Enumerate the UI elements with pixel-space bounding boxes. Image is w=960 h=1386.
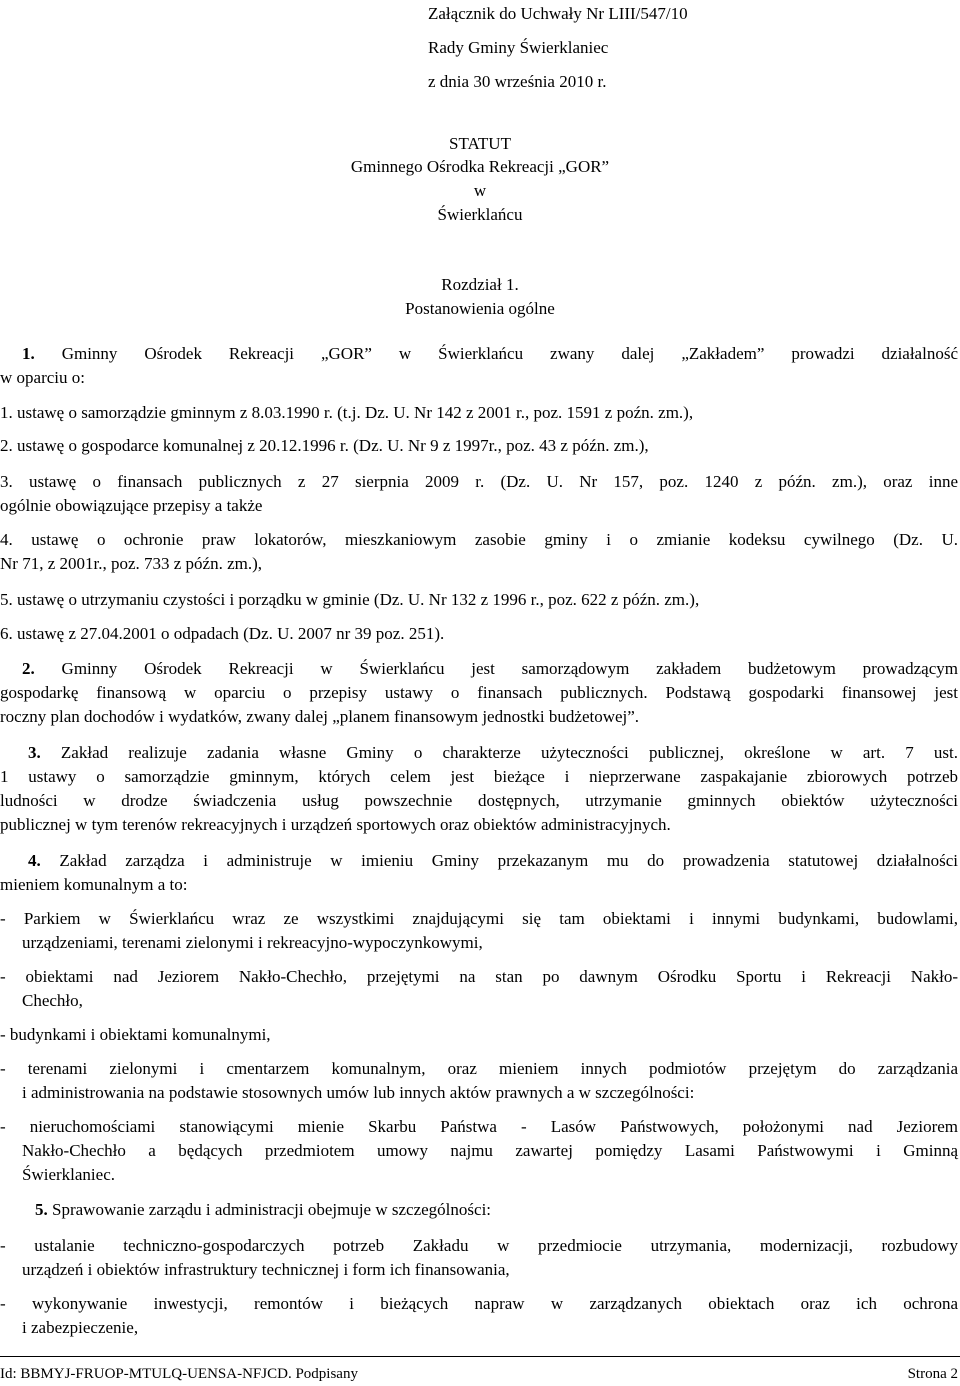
sec4-dash-4-cont: i administrowania na podstawie stosownych umów lub innych aktów prawnych a w szczególności: xyxy=(22,1083,695,1102)
sec2-line-3: roczny plan dochodów i wydatków, zwany dalej „planem finansowym jednostki budżetowej”. xyxy=(0,707,640,726)
footer-page-number: Strona 2 xyxy=(907,1366,958,1382)
sec5-dash-2: - wykonywanie inwestycji, remontów i bieżących napraw w zarządzanych obiektach oraz ich ochrona xyxy=(0,1294,958,1313)
title-place: Świerklańcu xyxy=(437,205,523,224)
sec1-item-2: 2. ustawę o gospodarce komunalnej z 20.12.1996 r. (Dz. U. Nr 9 z 1997r., poz. 43 z późn. zm.), xyxy=(0,436,649,455)
sec3-line-2: 1 ustawy o samorządzie gminnym, których celem jest bieżące i nieprzerwane zaspakajanie zbiorowych potrzeb xyxy=(0,767,958,786)
sec4-dash-5-cont: Nakło-Chechło a będących przedmiotem umowy najmu zawartej pomiędzy Lasami Państwowymi i Gminną xyxy=(22,1141,958,1160)
sec1-item-1: 1. ustawę o samorządzie gminnym z 8.03.1990 r. (t.j. Dz. U. Nr 142 z 2001 r., poz. 1591 z poźn. zm.), xyxy=(0,403,694,422)
sec5-dash-1-cont: urządzeń i obiektów infrastruktury technicznej i form ich finansowania, xyxy=(22,1260,510,1279)
chapter-number: Rozdział 1. xyxy=(441,275,519,294)
chapter-name: Postanowienia ogólne xyxy=(405,299,555,318)
sec4-dash-5-cont-2: Świerklaniec. xyxy=(22,1165,115,1184)
title-w: w xyxy=(473,181,487,200)
title-name: Gminnego Ośrodka Rekreacji „GOR” xyxy=(350,157,610,176)
title-statut: STATUT xyxy=(449,134,511,153)
sec2-line-2: gospodarkę finansową w oparciu o przepisy ustawy o finansach publicznych. Podstawą gospodarki finansowej jest xyxy=(0,683,958,702)
footer-divider xyxy=(0,1356,960,1357)
sec1-line-2: w oparciu o: xyxy=(0,368,85,387)
sec1-item-4: 4. ustawę o ochronie praw lokatorów, mieszkaniowym zasobie gminy i o zmianie kodeksu cywilnego (Dz. U. xyxy=(0,530,958,549)
sec1-line-1: 1. Gminny Ośrodek Rekreacji „GOR” w Świerklańcu zwany dalej „Zakładem” prowadzi działalność xyxy=(22,344,958,363)
sec3-line-1: 3. Zakład realizuje zadania własne Gminy o charakterze użyteczności publicznej, określone w art. 7 ust. xyxy=(28,743,958,762)
header-line-3: z dnia 30 września 2010 r. xyxy=(428,72,607,91)
sec4-dash-2-cont: Chechło, xyxy=(22,991,83,1010)
sec5-line-1: 5. Sprawowanie zarządu i administracji obejmuje w szczególności: xyxy=(35,1200,492,1219)
header-line-2: Rady Gminy Świerklaniec xyxy=(428,38,609,57)
sec4-dash-1: - Parkiem w Świerklańcu wraz ze wszystkimi znajdującymi się tam obiektami i innymi budynkami, budowlami, xyxy=(0,909,958,928)
sec4-line-1: 4. Zakład zarządza i administruje w imieniu Gminy przekazanym mu do prowadzenia statutowej działalności xyxy=(28,851,958,870)
sec4-dash-5: - nieruchomościami stanowiącymi mienie Skarbu Państwa - Lasów Państwowych, położonymi nad Jeziorem xyxy=(0,1117,958,1136)
sec1-item-3-cont: ogólnie obowiązujące przepisy a także xyxy=(0,496,263,515)
sec1-item-5: 5. ustawę o utrzymaniu czystości i porządku w gminie (Dz. U. Nr 132 z 1996 r., poz. 622 z późn. zm.), xyxy=(0,590,700,609)
sec5-dash-1: - ustalanie techniczno-gospodarczych potrzeb Zakładu w przedmiocie utrzymania, modernizacji, rozbudowy xyxy=(0,1236,958,1255)
sec1-item-6: 6. ustawę z 27.04.2001 o odpadach (Dz. U. 2007 nr 39 poz. 251). xyxy=(0,624,445,643)
sec4-dash-1-cont: urządzeniami, terenami zielonymi i rekreacyjno-wypoczynkowymi, xyxy=(22,933,483,952)
footer-id: Id: BBMYJ-FRUOP-MTULQ-UENSA-NFJCD. Podpisany xyxy=(0,1366,358,1382)
sec1-item-4-cont: Nr 71, z 2001r., poz. 733 z późn. zm.), xyxy=(0,554,263,573)
sec1-item-3: 3. ustawę o finansach publicznych z 27 sierpnia 2009 r. (Dz. U. Nr 157, poz. 1240 z późn. zm.), oraz inne xyxy=(0,472,958,491)
header-line-1: Załącznik do Uchwały Nr LIII/547/10 xyxy=(428,4,688,23)
sec4-dash-3: - budynkami i obiektami komunalnymi, xyxy=(0,1025,271,1044)
sec3-line-3: ludności w drodze świadczenia usług powszechnie dostępnych, utrzymanie gminnych obiektów użyteczności xyxy=(0,791,958,810)
sec4-line-2: mieniem komunalnym a to: xyxy=(0,875,188,894)
sec3-line-4: publicznej w tym terenów rekreacyjnych i urządzeń sportowych oraz obiektów administracyjnych. xyxy=(0,815,671,834)
sec5-dash-2-cont: i zabezpieczenie, xyxy=(22,1318,139,1337)
sec4-dash-4: - terenami zielonymi i cmentarzem komunalnym, oraz mieniem innych podmiotów przejętym do zarządzania xyxy=(0,1059,958,1078)
sec2-line-1: 2. Gminny Ośrodek Rekreacji w Świerklańcu jest samorządowym zakładem budżetowym prowadzącym xyxy=(22,659,958,678)
sec4-dash-2: - obiektami nad Jeziorem Nakło-Chechło, przejętymi na stan po dawnym Ośrodku Sportu i Rekreacji Nakło- xyxy=(0,967,958,986)
